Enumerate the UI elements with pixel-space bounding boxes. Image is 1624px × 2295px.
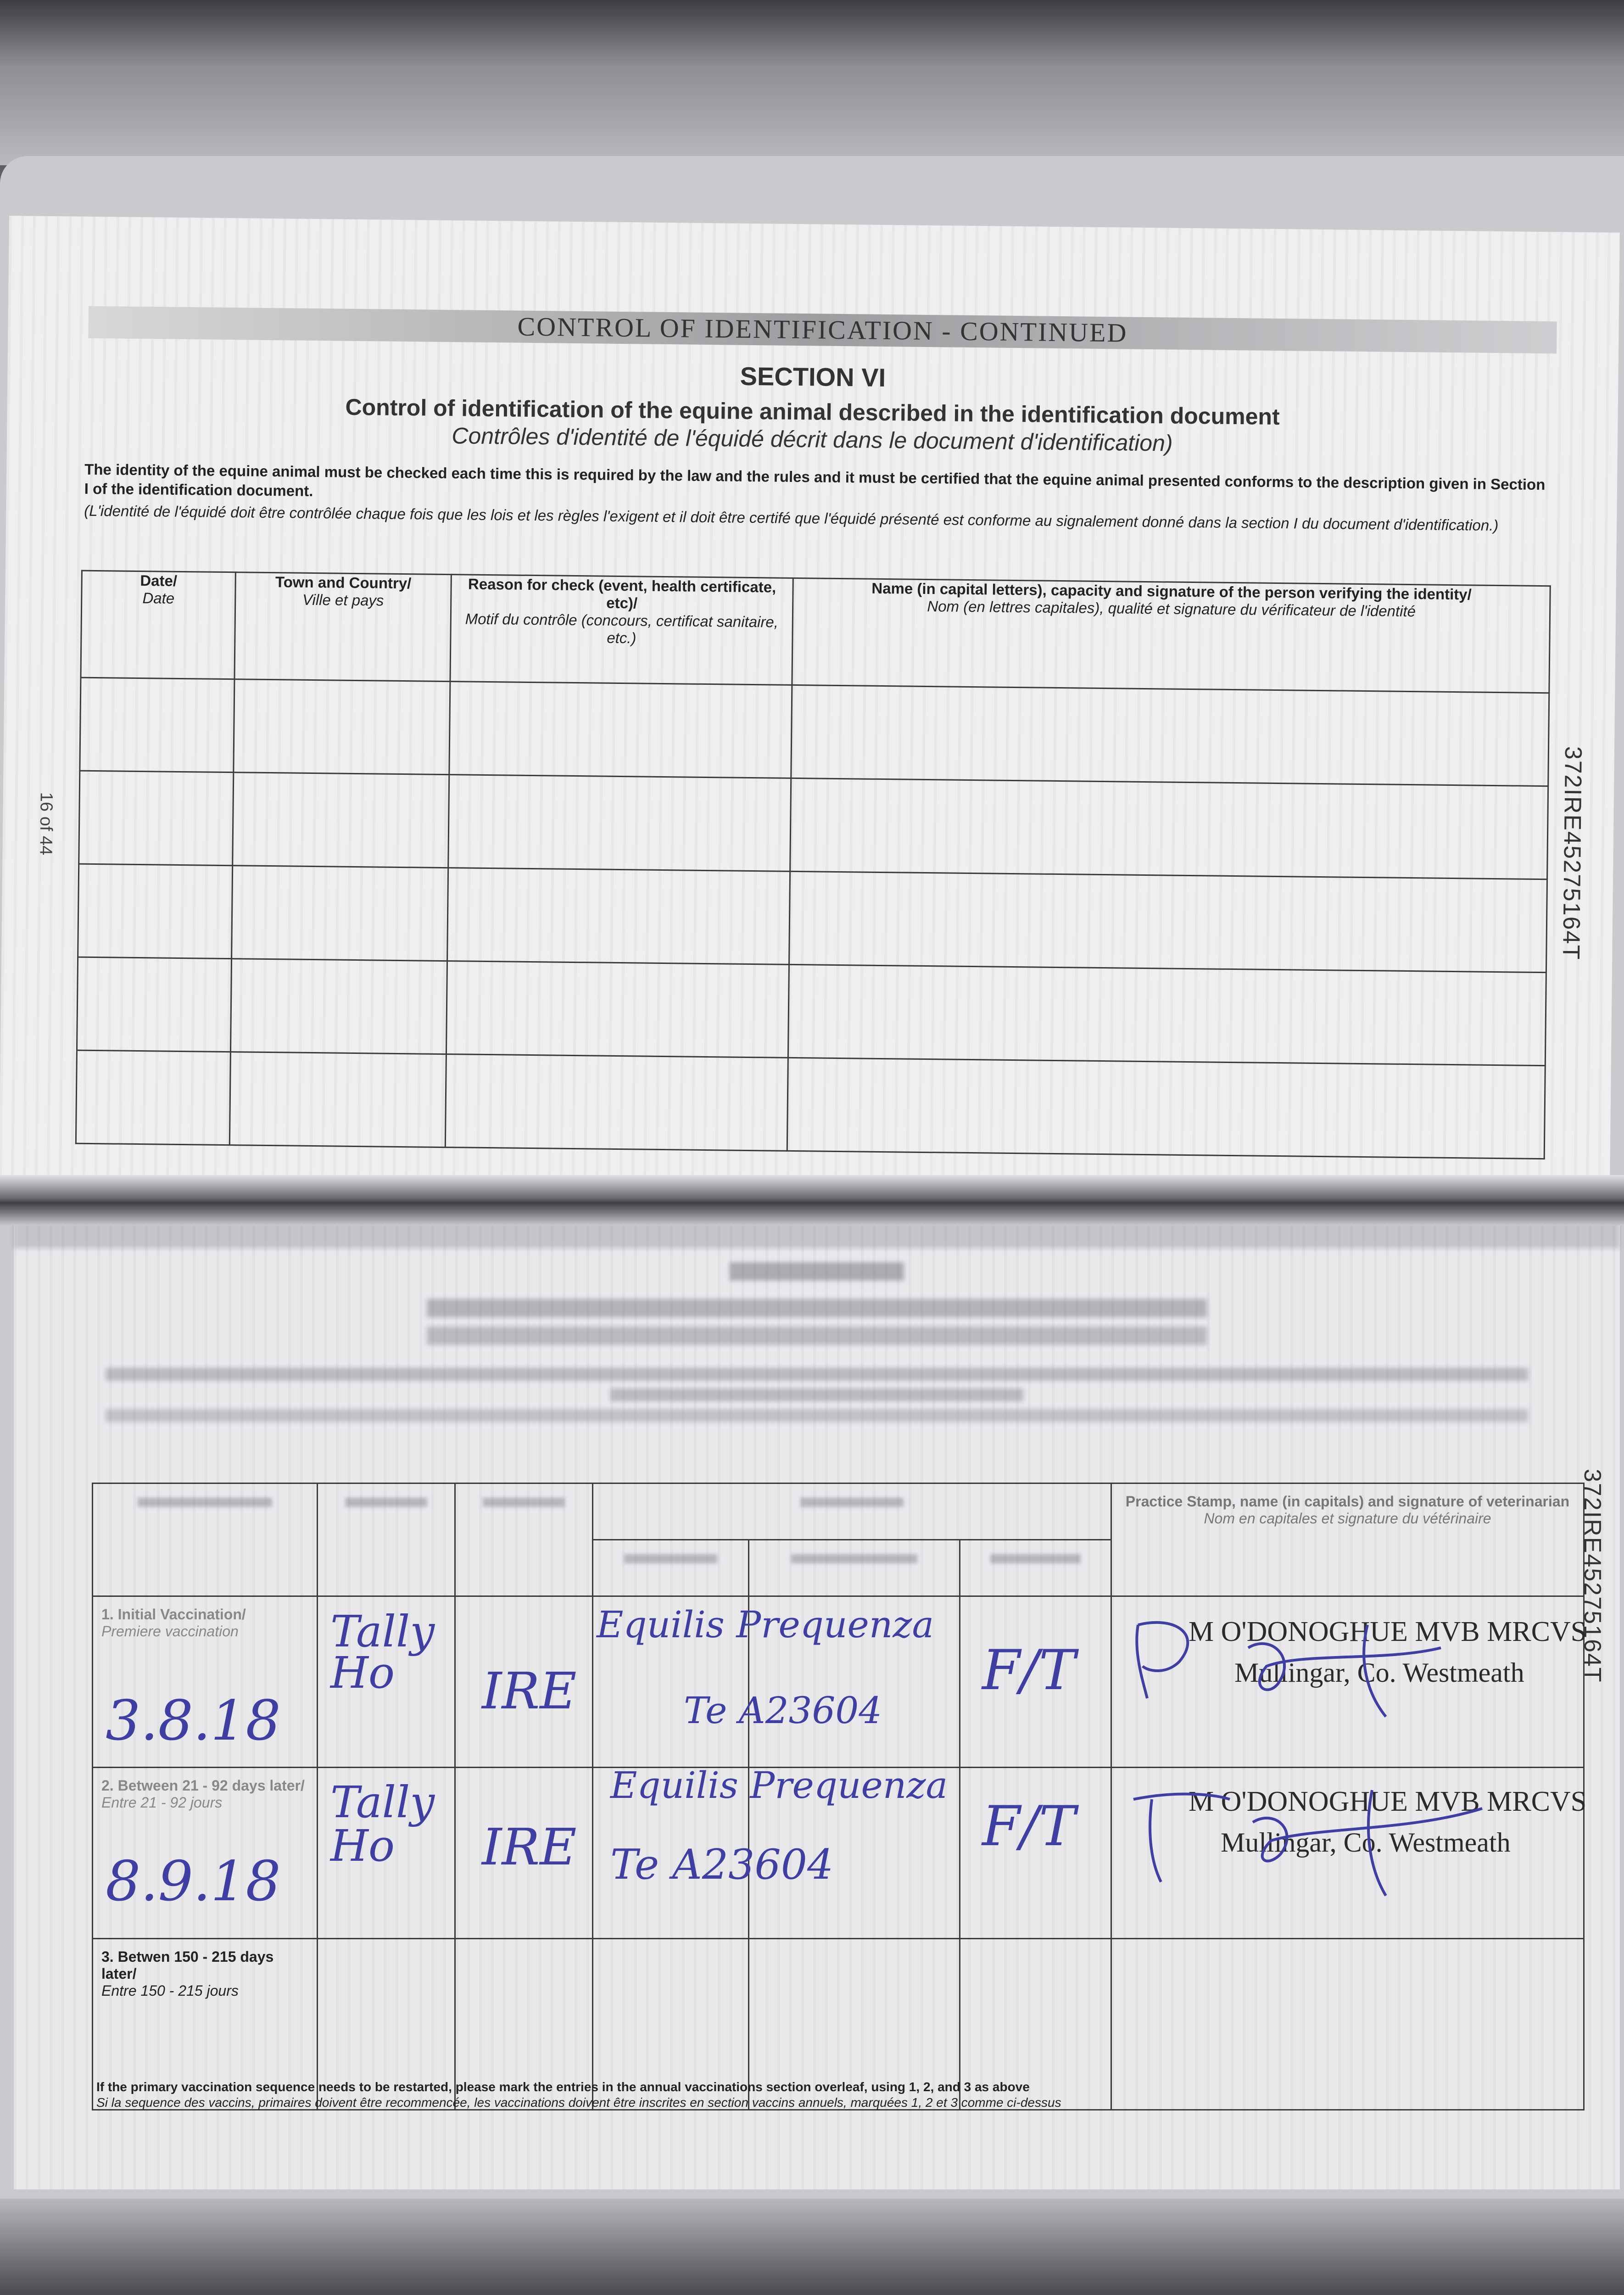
vet-stamp-place: Mullingar, Co. Westmeath xyxy=(1221,1827,1511,1858)
table-row xyxy=(78,864,1547,972)
handwritten-date: 3.8.18 xyxy=(106,1689,281,1753)
intro-text-fr: (L'identité de l'équidé doit être contrôlée chaque fois que les lois et les règles l'exigent et il doit être certifé que l'équidé présenté est conforme au signalement donné dans la section I du document d'identification.) xyxy=(84,502,1499,534)
section-subtitle-fr: Contrôles d'identité de l'équidé décrit dans le document d'identification) xyxy=(452,423,1173,456)
column-header-date: Date/ Date xyxy=(81,571,235,679)
faded-section-title xyxy=(14,1262,1620,1283)
table-header-row xyxy=(81,571,1550,693)
handwritten-country: IRE xyxy=(482,1818,577,1876)
handwritten-disease: F/T xyxy=(982,1639,1076,1702)
upper-page xyxy=(0,216,1620,1220)
column-header-verifier: Name (in capital letters), capacity and signature of the person verifying the identity/ Nom (en lettres capitales), qualité et signature du vérificateur de l'identité xyxy=(792,578,1550,693)
intro-text: The identity of the equine animal must be checked each time this is required by the law and the rules and it must be certified that the equine animal presented conforms to the description given in Section I of the identification document. xyxy=(84,460,1546,499)
row-label-third: 3. Betwen 150 - 215 days later/ Entre 150 - 215 jours xyxy=(93,1939,318,2110)
page-number: 16 of 44 xyxy=(36,792,56,856)
section-title: SECTION VI xyxy=(740,361,886,392)
column-header-practice: Practice Stamp, name (in capitals) and signature of veterinarian Nom en capitales et signature du vétérinaire xyxy=(1111,1483,1584,1596)
row-label-second: 2. Between 21 - 92 days later/ Entre 21 - 92 jours xyxy=(93,1768,318,1939)
vet-stamp-name: M O'DONOGHUE MVB MRCVS xyxy=(1189,1616,1587,1647)
handwritten-place: Tally Ho xyxy=(330,1777,435,1871)
handwritten-vaccine-name: Equilis Prequenza xyxy=(597,1603,934,1646)
column-header-country xyxy=(455,1483,593,1596)
table-row xyxy=(77,957,1546,1065)
column-header-disease xyxy=(960,1540,1111,1596)
table-header-row xyxy=(93,1483,1584,1540)
handwritten-place: Tally Ho xyxy=(330,1606,435,1698)
column-header-vaccine xyxy=(593,1483,1111,1540)
faded-instructions xyxy=(14,1368,1620,1424)
handwritten-batch: Te A23604 xyxy=(610,1841,834,1889)
faded-subtitle xyxy=(14,1299,1620,1320)
passport-id-vertical: 372IRE45275164T xyxy=(1557,746,1587,961)
table-row xyxy=(76,1050,1545,1159)
page-fold xyxy=(0,1175,1624,1226)
column-header-reason: Reason for check (event, health certificate, etc)/ Motif du contrôle (concours, certificat sanitaire, etc.) xyxy=(450,575,793,685)
section-subtitle: Control of identification of the equine animal described in the identification document xyxy=(345,394,1280,430)
lower-page xyxy=(14,1203,1620,2189)
column-header-batch xyxy=(749,1540,960,1596)
handwritten-country: IRE xyxy=(482,1662,577,1720)
vet-stamp-place: Mullingar, Co. Westmeath xyxy=(1234,1657,1524,1688)
handwritten-batch: Te A23604 xyxy=(684,1689,882,1732)
identity-check-table xyxy=(75,570,1551,1159)
table-row xyxy=(80,677,1549,786)
footnote: If the primary vaccination sequence needs to be restarted, please mark the entries in the annual vaccinations section overleaf, using 1, 2, and 3 as above Si la sequence des vaccins, primaires doivent être recommencée, les vaccinations doivent être inscrites en section vaccins annuels, marquées 1, 2 et 3 comme ci-dessus xyxy=(96,2080,1061,2110)
column-header-date xyxy=(93,1483,318,1596)
scanner-bottom-edge xyxy=(0,2199,1624,2295)
scanner-background xyxy=(0,0,1624,165)
handwritten-date: 8.9.18 xyxy=(106,1850,281,1914)
column-header-town: Town and Country/ Ville et pays xyxy=(234,572,451,682)
vet-signature xyxy=(1124,1772,1514,1900)
page-header: CONTROL OF IDENTIFICATION - CONTINUED xyxy=(88,306,1557,354)
vet-stamp-name: M O'DONOGHUE MVB MRCVS xyxy=(1189,1786,1587,1817)
handwritten-vaccine-name: Equilis Prequenza xyxy=(610,1764,948,1807)
column-header-vaccine-name xyxy=(593,1540,749,1596)
handwritten-disease: F/T xyxy=(982,1795,1076,1858)
table-row xyxy=(79,771,1548,879)
column-header-place xyxy=(318,1483,455,1596)
vet-signature xyxy=(1129,1606,1496,1726)
row-label-initial: 1. Initial Vaccination/ Premiere vaccination xyxy=(93,1596,318,1768)
faded-subtitle-fr xyxy=(14,1327,1620,1347)
passport-id-vertical-lower: 372IRE45275164T xyxy=(1579,1469,1606,1683)
